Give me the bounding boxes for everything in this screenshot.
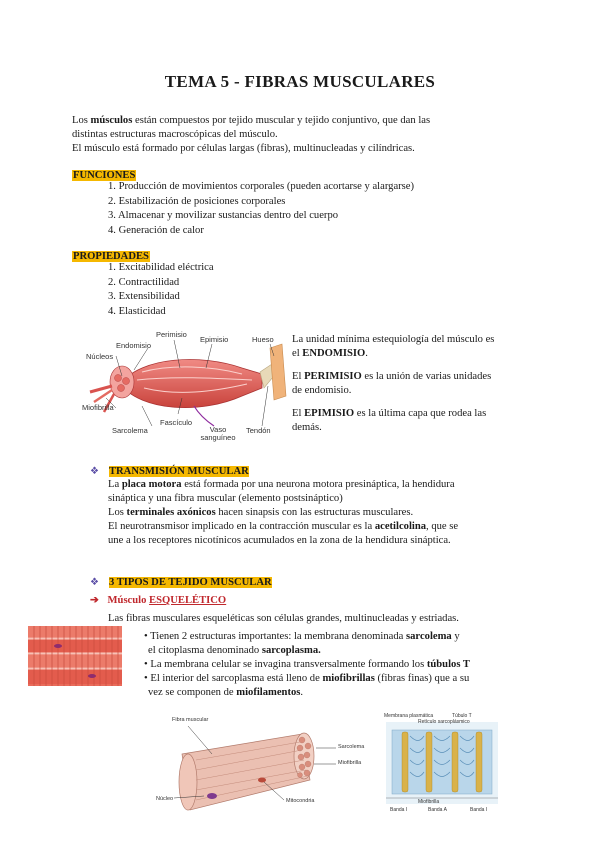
- propiedades-list: [108, 261, 214, 319]
- esqueletico-heading: ➔ Músculo ESQUELÉTICO: [90, 595, 227, 606]
- label-nucleo: Núcleo: [156, 796, 174, 802]
- list-item: 3. Extensibilidad: [108, 291, 180, 302]
- label-epimisio: Epimisio: [200, 335, 229, 344]
- label-banda-a: Banda A: [428, 807, 447, 813]
- esqueletico-bullets: • Tienen 2 estructuras importantes: la membrana denominada sarcolema y el citoplasma denominado sarcoplasma. • La membrana celular se invagina transversalmente formando los túbulos T • El interior del sarcoplasma está lleno de miofibrillas (fibras finas) que a su vez se componen de miofilamentos.: [144, 631, 470, 698]
- diamond-bullet-icon: ❖: [90, 577, 99, 588]
- label-sarcolema-2: Sarcolema: [338, 744, 365, 750]
- list-item: 2. Estabilización de posiciones corporales: [108, 195, 286, 207]
- label-fibra-muscular: Fibra muscular: [172, 717, 209, 723]
- esqueletico-desc: Las fibras musculares esqueléticas son células grandes, multinucleadas y estriadas.: [108, 613, 459, 624]
- transmision-text: La placa motora está formada por una neurona motora presináptica, la hendidura sináptica y una fibra muscular (elemento postsináptico) Los terminales axónicos hacen sinapsis con las estructuras musculares. El neurotransmisor implicado en la contracción muscular es la acetilcolina, que se une a los receptores nicotínicos acumulados en la zona de la hendidura sináptica.: [108, 479, 459, 546]
- label-tubulo-t: Túbulo T: [452, 713, 472, 719]
- label-reticulo: Retículo sarcoplásmico: [418, 719, 470, 725]
- label-vaso: Vaso sanguíneo: [200, 425, 236, 442]
- diamond-bullet-icon: ❖: [90, 466, 99, 477]
- label-nucleos: Núcleos: [86, 352, 114, 361]
- label-banda-i-right: Banda I: [470, 807, 488, 813]
- list-item: 2. Contractilidad: [108, 276, 180, 288]
- label-sarcolema: Sarcolema: [112, 426, 148, 435]
- list-item: 1. Producción de movimientos corporales (pueden acortarse y alargarse): [108, 181, 415, 192]
- list-item: 4. Elasticidad: [108, 305, 166, 317]
- list-item: 3. Almacenar y movilizar sustancias dentro del cuerpo: [108, 210, 339, 221]
- label-miofibrilla-3: Miofibrilla: [418, 799, 440, 805]
- label-miofibrilla: Miofibrilla: [82, 403, 114, 412]
- label-tendon: Tendón: [246, 426, 271, 435]
- list-item: 4. Generación de calor: [108, 224, 204, 236]
- funciones-list: [108, 180, 414, 238]
- muscle-structure-diagram: [82, 326, 287, 444]
- sarcoplasmic-reticulum-diagram: [378, 712, 502, 818]
- transmision-heading: ❖ TRANSMISIÓN MUSCULAR: [90, 466, 249, 477]
- list-item: 1. Excitabilidad eléctrica: [108, 262, 214, 273]
- label-fasciculo: Fascículo: [160, 418, 193, 427]
- propiedades-heading: PROPIEDADES: [73, 251, 149, 262]
- page-title: TEMA 5 - FIBRAS MUSCULARES: [164, 72, 436, 91]
- arrow-right-icon: ➔: [90, 595, 99, 606]
- intro-paragraph: Los músculos están compuestos por tejido muscular y tejido conjuntivo, que dan las distintas estructuras macroscópicas del músculo. El músculo está formado por células largas (fibras), multinucleadas y cilíndricas.: [72, 115, 431, 154]
- units-text: La unidad mínima estequiología del músculo es el ENDOMISIO. El PERIMISIO es la unión de varias unidades de endomisio. El EPIMISIO es la última capa que rodea las demás.: [292, 334, 495, 433]
- label-membrana: Membrana plasmática: [384, 713, 434, 719]
- label-hueso: Hueso: [252, 335, 274, 344]
- label-endomisio: Endomisio: [116, 341, 152, 350]
- label-perimisio: Perimisio: [156, 330, 187, 339]
- label-mitocondria: Mitocondria: [286, 798, 315, 804]
- funciones-heading: FUNCIONES: [73, 170, 136, 181]
- tipos-heading: ❖ 3 TIPOS DE TEJIDO MUSCULAR: [90, 577, 272, 588]
- label-miofibrilla-2: Miofibrilla: [338, 760, 362, 766]
- label-banda-i-left: Banda I: [390, 807, 408, 813]
- striated-muscle-image: [28, 626, 122, 686]
- muscle-fiber-diagram: [152, 714, 366, 818]
